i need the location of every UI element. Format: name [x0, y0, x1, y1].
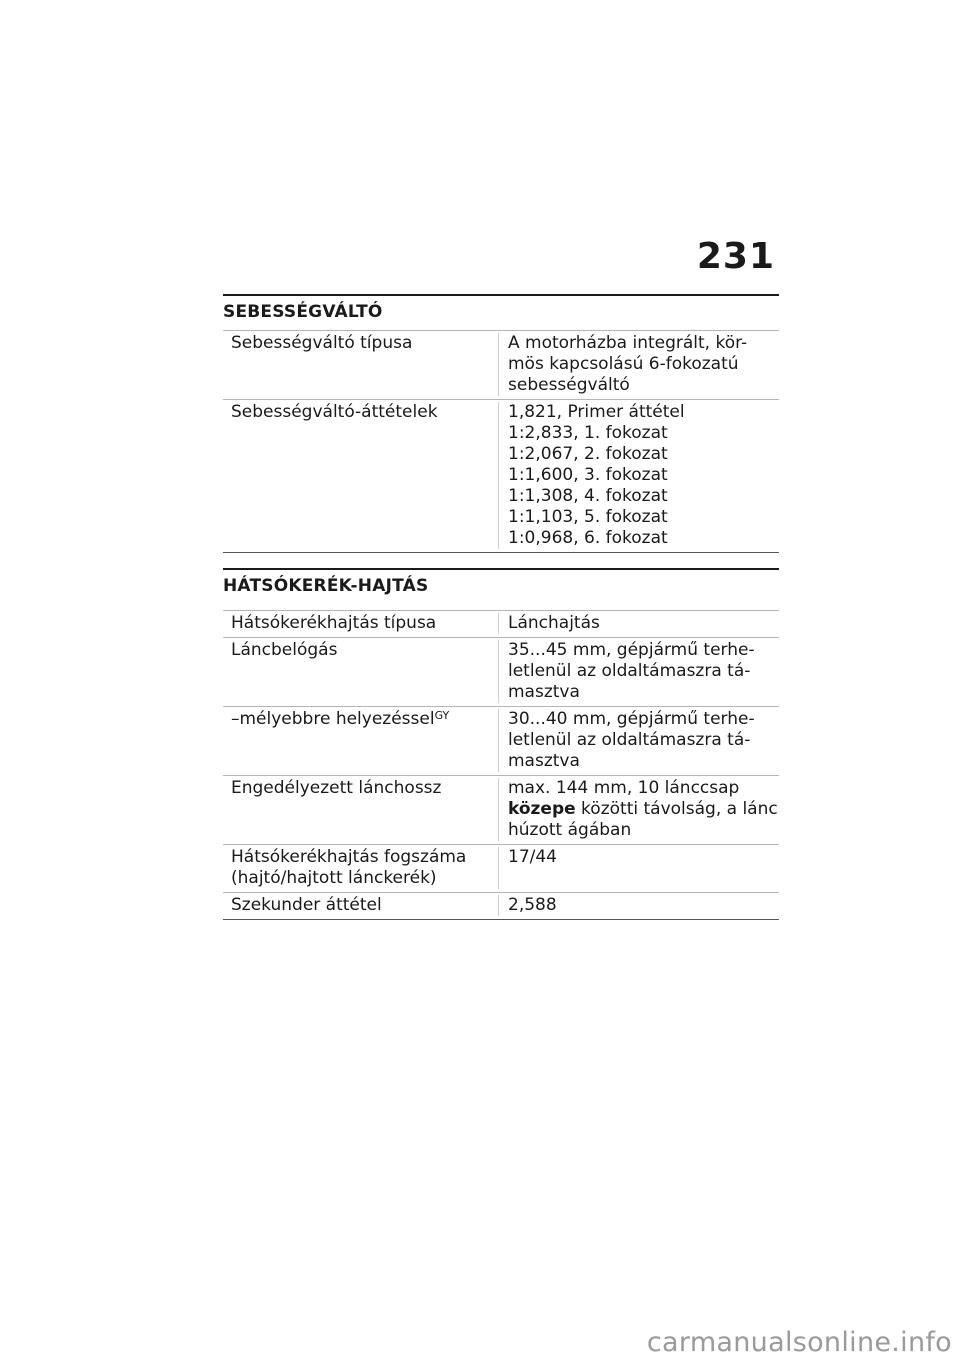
row-value-text: 1:2,067, 2. fokozat: [508, 444, 668, 464]
row-label: [223, 895, 499, 916]
row-value: [499, 640, 779, 703]
row-value: [499, 895, 779, 916]
row-value-text: 1:2,833, 1. fokozat: [508, 423, 668, 443]
row-value-after-bold: közötti távolság, a lánc: [575, 799, 778, 819]
row-value-text: 1:1,600, 3. fokozat: [508, 465, 668, 485]
table-row: [223, 400, 779, 553]
table-row: [223, 776, 779, 845]
row-label: [223, 640, 499, 703]
row-label: [223, 402, 499, 549]
row-value: [499, 847, 779, 889]
row-label-text: Sebességváltó-áttételek: [231, 402, 438, 422]
row-value-text: masztva: [508, 682, 580, 702]
row-value-text: masztva: [508, 751, 580, 771]
row-value-bold: közepe: [508, 799, 576, 819]
table-row: [223, 893, 779, 920]
row-label: [223, 333, 499, 396]
row-value-text: Lánchajtás: [508, 613, 600, 633]
page-number: 231: [696, 236, 775, 277]
row-value-text: max. 144 mm, 10 lánccsap: [508, 778, 740, 798]
row-label-text: Sebességváltó típusa: [231, 333, 413, 353]
table-rear-drive: [223, 610, 779, 920]
row-label: [223, 847, 499, 889]
row-value-text: 2,588: [508, 895, 557, 915]
section-transmission: [223, 294, 779, 553]
row-value-text: 17/44: [508, 847, 557, 867]
table-row: [223, 331, 779, 400]
row-value-text: húzott ágában: [508, 820, 632, 840]
section-title: SEBESSÉGVÁLTÓ: [223, 294, 779, 330]
table-row: [223, 638, 779, 707]
row-label-text: Engedélyezett lánchossz: [231, 778, 442, 798]
section-rear-drive: [223, 568, 779, 920]
row-value-text: 1:0,968, 6. fokozat: [508, 528, 668, 548]
row-value: [499, 709, 779, 772]
row-value: [499, 613, 779, 634]
section-title: HÁTSÓKERÉK-HAJTÁS: [223, 568, 779, 610]
row-value-text: 1:1,103, 5. fokozat: [508, 507, 668, 527]
watermark: carmanualsonline.info: [646, 1327, 952, 1358]
row-label-text: Láncbelógás: [231, 640, 338, 660]
row-value: [499, 333, 779, 396]
row-label: [223, 778, 499, 841]
row-value-text: letlenül az oldaltámaszra tá-: [508, 730, 751, 750]
table-row: [223, 845, 779, 893]
table-transmission: [223, 330, 779, 553]
row-value-text: 30...40 mm, gépjármű terhe-: [508, 709, 755, 729]
row-label-main: –mélyebbre helyezéssel: [231, 709, 435, 729]
row-value-text: [508, 799, 779, 820]
row-label-text: [231, 709, 498, 730]
row-value: [499, 778, 779, 841]
row-label-text: Szekunder áttétel: [231, 895, 382, 915]
row-value: [499, 402, 779, 549]
row-label: [223, 613, 499, 634]
row-value-text: sebességváltó: [508, 375, 630, 395]
row-value-text: 1:1,308, 4. fokozat: [508, 486, 668, 506]
option-superscript: GY: [434, 709, 450, 722]
row-label: [223, 709, 499, 772]
row-label-text: Hátsókerékhajtás fogszáma: [231, 847, 467, 867]
row-value-text: mös kapcsolású 6-fokozatú: [508, 354, 739, 374]
row-value-text: A motorházba integrált, kör-: [508, 333, 748, 353]
row-value-text: 35...45 mm, gépjármű terhe-: [508, 640, 755, 660]
row-value-text: letlenül az oldaltámaszra tá-: [508, 661, 751, 681]
table-row: [223, 611, 779, 638]
row-label-text: Hátsókerékhajtás típusa: [231, 613, 437, 633]
table-row: [223, 707, 779, 776]
row-value-text: 1,821, Primer áttétel: [508, 402, 685, 422]
row-label-text: (hajtó/hajtott lánckerék): [231, 868, 437, 888]
